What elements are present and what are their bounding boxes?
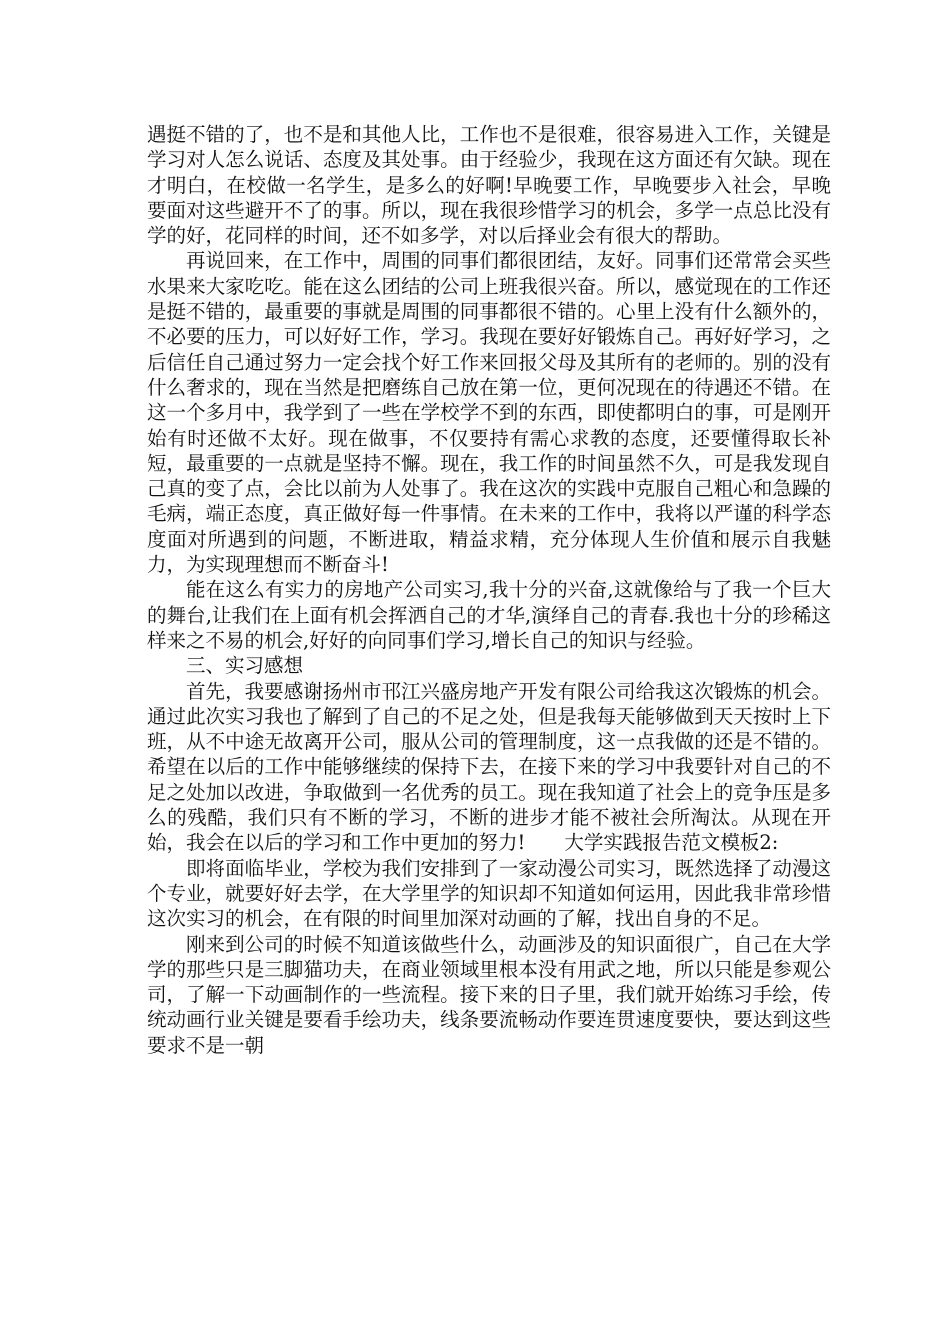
paragraph-animation-internship: 即将面临毕业，学校为我们安排到了一家动漫公司实习，既然选择了动漫这个专业，就要好好去学，在大学里学的知识却不知道如何运用，因此我非常珍惜这次实习的机会，在有限的时间里加深对动画的了解，找出自身的不足。 xyxy=(147,856,831,931)
section-heading: 三、实习感想 xyxy=(186,654,304,678)
paragraph-real-estate: 能在这么有实力的房地产公司实习,我十分的兴奋,这就像给与了我一个巨大的舞台,让我们在上面有机会挥洒自己的才华,演绎自己的青春.我也十分的珍稀这样来之不易的机会,好好的向同事们学习,增长自己的知识与经验。 xyxy=(147,578,831,652)
paragraph-continuation: 遇挺不错的了，也不是和其他人比，工作也不是很难，很容易进入工作，关键是学习对人怎么说话、态度及其处事。由于经验少，我现在这方面还有欠缺。现在才明白，在校做一名学生，是多么的好啊!早晚要工作，早晚要步入社会，早晚要面对这些避开不了的事。所以，现在我很珍惜学习的机会，多学一点总比没有学的好，花同样的时间，还不如多学，对以后择业会有很大的帮助。 xyxy=(147,123,831,248)
paragraph-gratitude: 首先，我要感谢扬州市邗江兴盛房地产开发有限公司给我这次锻炼的机会。通过此次实习我也了解到了自己的不足之处，但是我每天能够做到天天按时上下班，从不中途无故离开公司，服从公司的管理制度，这一点我做的还是不错的。希望在以后的工作中能够继续的保持下去，在接下来的学习中我要针对自己的不足之处加以改进，争取做到一名优秀的员工。现在我知道了社会上的竞争压是多么的残酷，我们只有不断的学习，不断的进步才能不被社会所淘汰。从现在开始，我会在以后的学习和工作中更加的努力! 大学实践报告范文模板2: xyxy=(147,679,831,855)
paragraph-company-start: 刚来到公司的时候不知道该做些什么，动画涉及的知识面很广，自己在大学学的那些只是三脚猫功夫，在商业领域里根本没有用武之地，所以只能是参观公司，了解一下动画制作的一些流程。接下来的日子里，我们就开始练习手绘，传统动画行业关键是要看手绘功夫，线条要流畅动作要连贯速度要快，要达到这些要求不是一朝 xyxy=(147,932,831,1057)
document-page xyxy=(147,122,831,1058)
paragraph-colleagues: 再说回来，在工作中，周围的同事们都很团结，友好。同事们还常常会买些水果来大家吃吃。能在这么团结的公司上班我很兴奋。所以，感觉现在的工作还是挺不错的，最重要的事就是周围的同事都很不错的。心里上没有什么额外的，不必要的压力，可以好好工作，学习。我现在要好好锻炼自己。再好好学习，之后信任自己通过努力一定会找个好工作来回报父母及其所有的老师的。别的没有什么奢求的，现在当然是把磨练自己放在第一位，更何况现在的待遇还不错。在这一个多月中，我学到了一些在学校学不到的东西，即使都明白的事，可是刚开始有时还做不太好。现在做事，不仅要持有需心求教的态度，还要懂得取长补短，最重要的一点就是坚持不懈。现在，我工作的时间虽然不久，可是我发现自己真的变了点，会比以前为人处事了。我在这次的实践中克服自己粗心和急躁的毛病，端正态度，真正做好每一件事情。在未来的工作中，我将以严谨的科学态度面对所遇到的问题，不断进取，精益求精，充分体现人生价值和展示自我魅力，为实现理想而不断奋斗! xyxy=(147,249,831,577)
